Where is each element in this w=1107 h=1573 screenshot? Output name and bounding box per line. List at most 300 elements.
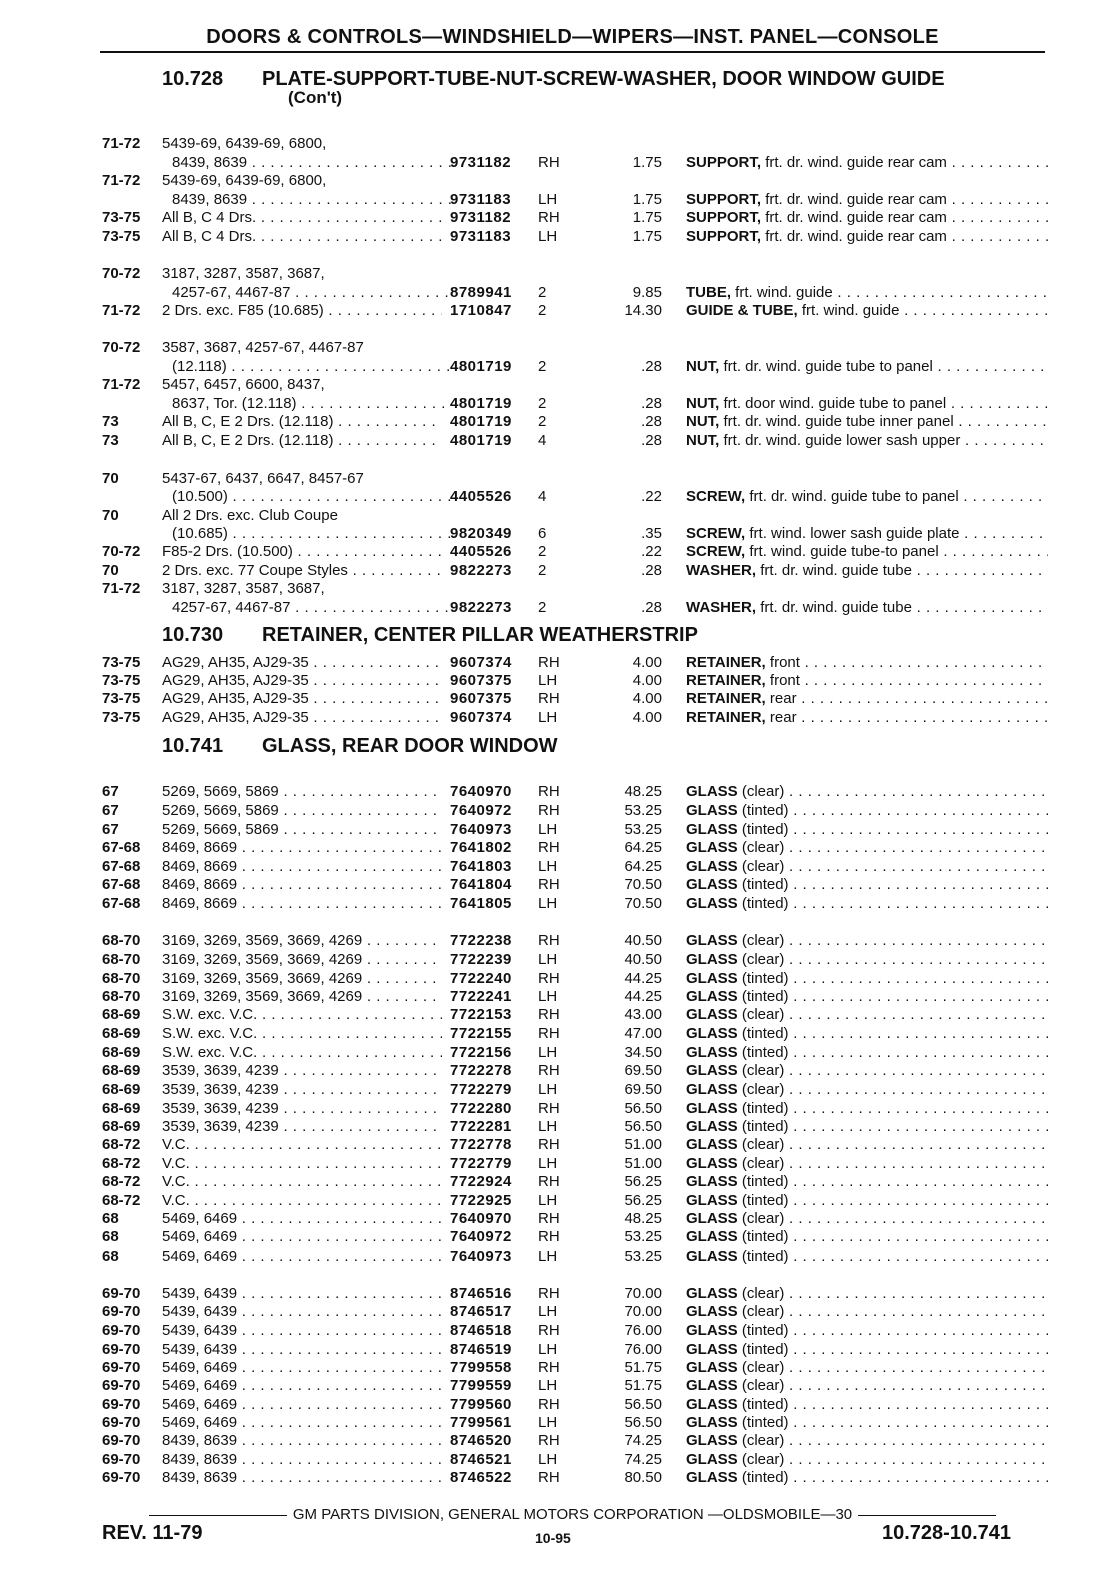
model-numbers: V.C. . . .: [162, 1192, 442, 1210]
model-years: 70-72: [102, 543, 141, 560]
model-numbers: 5469, 6469 . . .: [162, 1414, 442, 1432]
part-description: frt. door wind. guide tube to panel: [723, 395, 947, 412]
description: [686, 1451, 1048, 1469]
table-row: [0, 488, 1107, 507]
quantity: RH: [538, 1100, 560, 1117]
description: [686, 284, 1048, 302]
part-name: RETAINER,: [686, 690, 766, 707]
table-row: [0, 1322, 1107, 1341]
model-years: 71-72: [102, 580, 141, 597]
part-description: frt. wind. lower sash guide plate: [749, 525, 960, 542]
part-description: (clear): [741, 1303, 785, 1320]
section-number: 10.730: [162, 624, 224, 646]
part-description: (tinted): [741, 1248, 789, 1265]
model-years: 68-70: [102, 970, 141, 987]
price: 70.00: [624, 1303, 662, 1320]
part-name: NUT,: [686, 395, 720, 412]
part-number: 7722156: [450, 1044, 512, 1061]
table-row: [0, 709, 1107, 728]
model-years: 68-72: [102, 1192, 141, 1209]
model-numbers: V.C. . . .: [162, 1155, 442, 1173]
quantity: 2: [538, 562, 547, 579]
price: 56.50: [624, 1118, 662, 1135]
price: 51.75: [624, 1359, 662, 1376]
quantity: RH: [538, 1025, 560, 1042]
table-row: [0, 672, 1107, 691]
price: 56.50: [624, 1396, 662, 1413]
part-number: 9820349: [450, 525, 512, 542]
part-number: 4801719: [450, 395, 512, 412]
part-name: GLASS: [686, 1100, 738, 1117]
model-years: 69-70: [102, 1285, 141, 1302]
price: 53.25: [624, 1248, 662, 1265]
model-numbers: (12.118) . . .: [172, 358, 452, 376]
quantity: RH: [538, 154, 560, 171]
part-name: GLASS: [686, 876, 738, 893]
table-row: [0, 690, 1107, 709]
price: 9.85: [632, 284, 662, 301]
quantity: 2: [538, 284, 547, 301]
section-title-10-730: [162, 626, 698, 644]
description: [686, 1341, 1048, 1359]
part-number: 8746518: [450, 1322, 512, 1339]
table-row: [0, 265, 1107, 284]
part-name: GLASS: [686, 1451, 738, 1468]
price: 4.00: [632, 654, 662, 671]
table-row: [0, 1303, 1107, 1322]
description: [686, 488, 1048, 506]
part-description: (tinted): [741, 895, 789, 912]
description: [686, 988, 1048, 1006]
model-numbers: 8469, 8669 . . .: [162, 839, 442, 857]
description: [686, 1044, 1048, 1062]
table-row: [0, 839, 1107, 858]
model-years: 71-72: [102, 376, 141, 393]
quantity: 2: [538, 358, 547, 375]
price: .28: [641, 562, 662, 579]
price: .22: [641, 543, 662, 560]
price: 74.25: [624, 1432, 662, 1449]
model-numbers: AG29, AH35, AJ29-35 . . .: [162, 709, 442, 727]
part-description: (clear): [741, 1006, 785, 1023]
part-description: (tinted): [741, 1341, 789, 1358]
part-description: (clear): [741, 1062, 785, 1079]
quantity: RH: [538, 1432, 560, 1449]
model-numbers: 8439, 8639 . . .: [162, 1451, 442, 1469]
part-number: 8746522: [450, 1469, 512, 1486]
model-numbers: 3169, 3269, 3569, 3669, 4269 . . .: [162, 951, 442, 969]
quantity: RH: [538, 1359, 560, 1376]
quantity: RH: [538, 932, 560, 949]
model-numbers: V.C. . . .: [162, 1173, 442, 1191]
table-row: [0, 1044, 1107, 1063]
price: .35: [641, 525, 662, 542]
model-years: 69-70: [102, 1396, 141, 1413]
quantity: 2: [538, 395, 547, 412]
model-numbers: 8439, 8639 . . .: [172, 154, 452, 172]
part-number: 4801719: [450, 413, 512, 430]
part-description: (clear): [741, 839, 785, 856]
price: 56.50: [624, 1414, 662, 1431]
price: 47.00: [624, 1025, 662, 1042]
price: 56.50: [624, 1100, 662, 1117]
part-description: (tinted): [741, 1396, 789, 1413]
part-description: (clear): [741, 783, 785, 800]
description: [686, 1136, 1048, 1154]
model-years: 70-72: [102, 339, 141, 356]
part-name: GLASS: [686, 839, 738, 856]
part-name: SCREW,: [686, 488, 746, 505]
part-name: GLASS: [686, 802, 738, 819]
model-years: 73-75: [102, 209, 141, 226]
quantity: RH: [538, 690, 560, 707]
part-description: frt. dr. wind. guide rear cam: [765, 191, 947, 208]
part-number: 9731183: [450, 228, 512, 245]
part-name: GUIDE & TUBE,: [686, 302, 798, 319]
part-description: (tinted): [741, 1025, 789, 1042]
table-row: [0, 580, 1107, 599]
price: 48.25: [624, 1210, 662, 1227]
price: 4.00: [632, 709, 662, 726]
part-name: GLASS: [686, 895, 738, 912]
quantity: LH: [538, 988, 558, 1005]
model-years: 70: [102, 470, 119, 487]
price: 69.50: [624, 1081, 662, 1098]
model-years: 67: [102, 821, 119, 838]
description: [686, 1062, 1048, 1080]
part-number: 7640972: [450, 1228, 512, 1245]
description: [686, 1359, 1048, 1377]
part-description: rear: [769, 709, 797, 726]
model-years: 68-72: [102, 1173, 141, 1190]
model-numbers: All B, C 4 Drs. . . .: [162, 228, 442, 246]
table-row: [0, 988, 1107, 1007]
part-name: GLASS: [686, 1025, 738, 1042]
model-numbers: All B, C 4 Drs. . . .: [162, 209, 442, 227]
table-row: [0, 172, 1107, 191]
section-heading: GLASS, REAR DOOR WINDOW: [262, 735, 558, 757]
part-description: (clear): [741, 1359, 785, 1376]
part-number: 8746519: [450, 1341, 512, 1358]
part-name: GLASS: [686, 1303, 738, 1320]
quantity: RH: [538, 1062, 560, 1079]
part-name: SCREW,: [686, 525, 746, 542]
description: [686, 1118, 1048, 1136]
description: [686, 1228, 1048, 1246]
price: 76.00: [624, 1322, 662, 1339]
model-numbers: 4257-67, 4467-87 . . .: [172, 284, 452, 302]
description: [686, 562, 1048, 580]
quantity: RH: [538, 1228, 560, 1245]
model-years: 73: [102, 413, 119, 430]
quantity: RH: [538, 1322, 560, 1339]
part-description: (tinted): [741, 1118, 789, 1135]
quantity: LH: [538, 858, 558, 875]
part-description: (tinted): [741, 988, 789, 1005]
table-row: [0, 413, 1107, 432]
part-number: 8746517: [450, 1303, 512, 1320]
table-row: [0, 228, 1107, 247]
part-description: (tinted): [741, 970, 789, 987]
description: [686, 1155, 1048, 1173]
price: 40.50: [624, 932, 662, 949]
part-name: GLASS: [686, 1118, 738, 1135]
table-row: [0, 1100, 1107, 1119]
part-description: frt. dr. wind. guide tube: [760, 599, 912, 616]
quantity: 6: [538, 525, 547, 542]
quantity: 4: [538, 432, 547, 449]
quantity: LH: [538, 672, 558, 689]
model-years: 68-69: [102, 1062, 141, 1079]
model-numbers: AG29, AH35, AJ29-35 . . .: [162, 654, 442, 672]
model-numbers: S.W. exc. V.C. . . .: [162, 1025, 442, 1043]
part-name: SCREW,: [686, 543, 746, 560]
price: 51.00: [624, 1155, 662, 1172]
page-header: DOORS & CONTROLS—WINDSHIELD—WIPERS—INST. PANEL—CONSOLE: [100, 26, 1045, 53]
price: .28: [641, 358, 662, 375]
part-description: (tinted): [741, 802, 789, 819]
description: [686, 1414, 1048, 1432]
part-name: GLASS: [686, 783, 738, 800]
model-numbers: S.W. exc. V.C. . . .: [162, 1006, 442, 1024]
table-row: [0, 951, 1107, 970]
quantity: 4: [538, 488, 547, 505]
part-description: frt. dr. wind. guide tube: [760, 562, 912, 579]
part-name: TUBE,: [686, 284, 731, 301]
table-row: [0, 1377, 1107, 1396]
part-name: GLASS: [686, 1192, 738, 1209]
model-years: 71-72: [102, 172, 141, 189]
description: [686, 154, 1048, 172]
model-years: 73: [102, 432, 119, 449]
description: [686, 1081, 1048, 1099]
part-number: 1710847: [450, 302, 512, 319]
part-name: GLASS: [686, 1248, 738, 1265]
table-row: [0, 135, 1107, 154]
part-number: 9607375: [450, 690, 512, 707]
table-row: [0, 1062, 1107, 1081]
model-years: 70: [102, 562, 119, 579]
table-row: [0, 821, 1107, 840]
table-row: [0, 1396, 1107, 1415]
part-description: (tinted): [741, 1469, 789, 1486]
part-number: 4405526: [450, 543, 512, 560]
part-number: 9607375: [450, 672, 512, 689]
model-numbers: 3539, 3639, 4239 . . .: [162, 1100, 442, 1118]
description: [686, 1248, 1048, 1266]
model-years: 71-72: [102, 135, 141, 152]
model-years: 68-69: [102, 1044, 141, 1061]
description: [686, 1285, 1048, 1303]
description: [686, 1025, 1048, 1043]
model-years: 67-68: [102, 895, 141, 912]
table-row: [0, 932, 1107, 951]
part-number: 7641802: [450, 839, 512, 856]
part-description: (tinted): [741, 821, 789, 838]
description: [686, 895, 1048, 913]
part-number: 7722155: [450, 1025, 512, 1042]
price: 76.00: [624, 1341, 662, 1358]
part-description: rear: [769, 690, 797, 707]
part-name: GLASS: [686, 1044, 738, 1061]
quantity: 2: [538, 599, 547, 616]
part-description: frt. dr. wind. guide rear cam: [765, 228, 947, 245]
model-years: 68: [102, 1210, 119, 1227]
part-description: frt. wind. guide: [735, 284, 833, 301]
part-number: 9822273: [450, 599, 512, 616]
footer-company: GM PARTS DIVISION, GENERAL MOTORS CORPORATION —OLDSMOBILE—30: [292, 1506, 853, 1523]
table-row: [0, 432, 1107, 451]
table-row: [0, 1210, 1107, 1229]
price: 34.50: [624, 1044, 662, 1061]
part-number: 7722779: [450, 1155, 512, 1172]
model-years: 68-69: [102, 1100, 141, 1117]
price: 56.25: [624, 1192, 662, 1209]
price: 64.25: [624, 858, 662, 875]
quantity: RH: [538, 1285, 560, 1302]
model-numbers: 5457, 6457, 6600, 8437,: [162, 376, 325, 393]
page-number: 10-95: [535, 1530, 571, 1546]
model-numbers: 5439-69, 6439-69, 6800,: [162, 135, 327, 152]
quantity: LH: [538, 895, 558, 912]
model-numbers: 3187, 3287, 3587, 3687,: [162, 580, 325, 597]
part-description: frt. wind. guide: [801, 302, 900, 319]
part-description: frt. dr. wind. guide rear cam: [765, 154, 947, 171]
quantity: RH: [538, 783, 560, 800]
model-numbers: 3169, 3269, 3569, 3669, 4269 . . .: [162, 970, 442, 988]
model-years: 70-72: [102, 265, 141, 282]
part-name: RETAINER,: [686, 709, 766, 726]
model-years: 73-75: [102, 709, 141, 726]
part-number: 7799558: [450, 1359, 512, 1376]
table-row: [0, 562, 1107, 581]
quantity: 2: [538, 543, 547, 560]
part-name: SUPPORT,: [686, 228, 762, 245]
revision-label: REV. 11-79: [102, 1522, 203, 1544]
price: 70.50: [624, 895, 662, 912]
part-name: GLASS: [686, 1136, 738, 1153]
description: [686, 839, 1048, 857]
section-number: 10.741: [162, 735, 224, 757]
part-number: 4405526: [450, 488, 512, 505]
quantity: LH: [538, 1081, 558, 1098]
price: 70.50: [624, 876, 662, 893]
part-number: 7722778: [450, 1136, 512, 1153]
description: [686, 654, 1048, 672]
price: .22: [641, 488, 662, 505]
table-row: [0, 284, 1107, 303]
part-name: GLASS: [686, 1341, 738, 1358]
part-name: GLASS: [686, 1228, 738, 1245]
part-name: GLASS: [686, 932, 738, 949]
part-number: 8789941: [450, 284, 512, 301]
quantity: RH: [538, 1210, 560, 1227]
part-number: 7640970: [450, 1210, 512, 1227]
part-description: (clear): [741, 951, 785, 968]
model-years: 73-75: [102, 228, 141, 245]
price: 51.75: [624, 1377, 662, 1394]
part-number: 7722279: [450, 1081, 512, 1098]
table-row: [0, 1432, 1107, 1451]
part-number: 7641803: [450, 858, 512, 875]
model-numbers: 5269, 5669, 5869 . . .: [162, 821, 442, 839]
section-heading: PLATE-SUPPORT-TUBE-NUT-SCREW-WASHER, DOOR WINDOW GUIDE: [262, 68, 945, 90]
part-description: frt. wind. guide tube-to panel: [749, 543, 939, 560]
model-numbers: 5439, 6439 . . .: [162, 1285, 442, 1303]
model-numbers: 4257-67, 4467-87 . . .: [172, 599, 452, 617]
model-years: 69-70: [102, 1414, 141, 1431]
model-numbers: 3539, 3639, 4239 . . .: [162, 1062, 442, 1080]
model-years: 68: [102, 1248, 119, 1265]
part-name: GLASS: [686, 1062, 738, 1079]
table-row: [0, 599, 1107, 618]
quantity: RH: [538, 1173, 560, 1190]
part-number: 7722238: [450, 932, 512, 949]
part-name: GLASS: [686, 1081, 738, 1098]
part-description: (tinted): [741, 1228, 789, 1245]
description: [686, 191, 1048, 209]
part-number: 7640972: [450, 802, 512, 819]
section-title-10-728: [162, 70, 945, 88]
model-numbers: 8439, 8639 . . .: [162, 1469, 442, 1487]
part-description: (clear): [741, 1285, 785, 1302]
part-name: GLASS: [686, 1285, 738, 1302]
table-row: [0, 1228, 1107, 1247]
table-row: [0, 154, 1107, 173]
part-description: (clear): [741, 1432, 785, 1449]
description: [686, 358, 1048, 376]
description: [686, 672, 1048, 690]
quantity: RH: [538, 970, 560, 987]
price: 1.75: [632, 154, 662, 171]
model-years: 68-69: [102, 1025, 141, 1042]
table-row: [0, 876, 1107, 895]
model-numbers: All 2 Drs. exc. Club Coupe: [162, 507, 338, 524]
section-number: 10.728: [162, 68, 224, 90]
part-description: front: [769, 654, 800, 671]
part-number: 8746520: [450, 1432, 512, 1449]
part-description: frt. dr. wind. guide tube inner panel: [723, 413, 954, 430]
quantity: LH: [538, 1414, 558, 1431]
description: [686, 1377, 1048, 1395]
part-name: GLASS: [686, 1377, 738, 1394]
description: [686, 1322, 1048, 1340]
price: 74.25: [624, 1451, 662, 1468]
model-years: 68-70: [102, 932, 141, 949]
part-description: (clear): [741, 1210, 785, 1227]
description: [686, 821, 1048, 839]
part-number: 7799561: [450, 1414, 512, 1431]
part-name: GLASS: [686, 1396, 738, 1413]
quantity: RH: [538, 876, 560, 893]
model-numbers: 5469, 6469 . . .: [162, 1210, 442, 1228]
part-name: RETAINER,: [686, 672, 766, 689]
model-numbers: V.C. . . .: [162, 1136, 442, 1154]
table-row: [0, 470, 1107, 489]
part-number: 8746521: [450, 1451, 512, 1468]
quantity: RH: [538, 1469, 560, 1486]
model-numbers: 8439, 8639 . . .: [162, 1432, 442, 1450]
quantity: RH: [538, 1006, 560, 1023]
price: 64.25: [624, 839, 662, 856]
table-row: [0, 1414, 1107, 1433]
table-row: [0, 507, 1107, 526]
table-row: [0, 1451, 1107, 1470]
description: [686, 209, 1048, 227]
description: [686, 228, 1048, 246]
description: [686, 302, 1048, 320]
model-numbers: 5469, 6469 . . .: [162, 1396, 442, 1414]
